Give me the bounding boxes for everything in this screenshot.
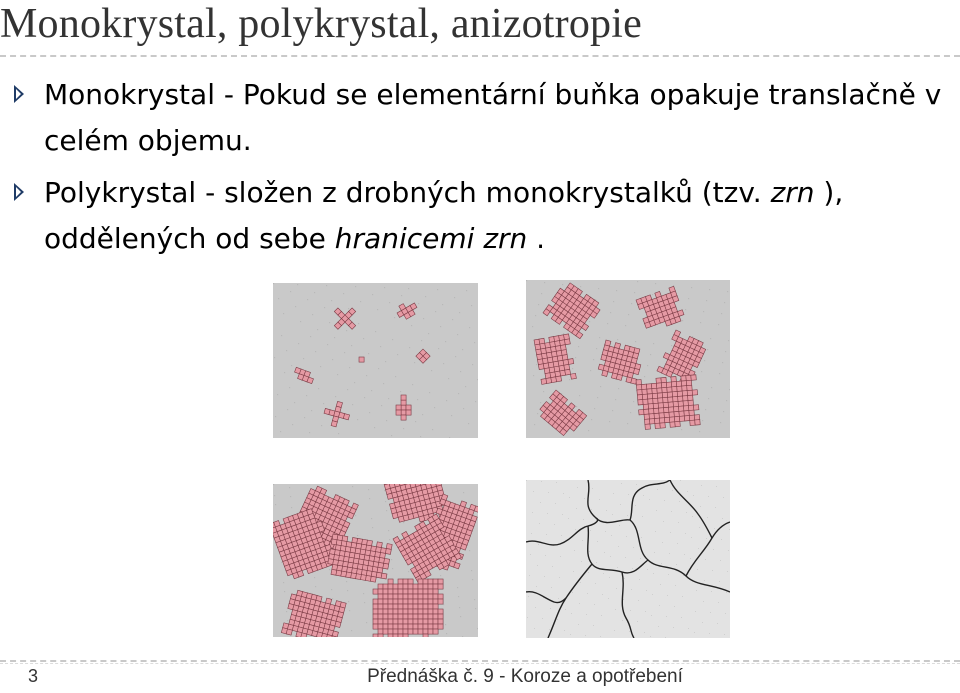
- bullet-lead: Monokrystal -: [44, 78, 243, 111]
- figure-grain-boundaries: [526, 480, 730, 638]
- bullet-rest: .: [527, 222, 546, 255]
- bullet-rest: ), oddělených od sebe: [44, 176, 844, 255]
- figure-nucleation: [273, 283, 478, 438]
- title-divider: [0, 55, 960, 57]
- bullet-rest: Pokud se elementární buňka opakuje translačně v celém objemu.: [44, 78, 942, 157]
- figure-impingement: [273, 484, 478, 637]
- crystal-grain: [373, 579, 443, 637]
- term-zrn: zrn: [770, 176, 815, 209]
- footer-divider: [0, 663, 960, 664]
- slide-title: Monokrystal, polykrystal, anizotropie: [0, 1, 642, 47]
- term-hranice-zrn: hranicemi zrn: [334, 222, 528, 255]
- bullet-monokrystal: [14, 72, 944, 168]
- bullet-rest: - složen z drobných monokrystalků (tzv.: [196, 176, 771, 209]
- triangle-right-icon: [14, 85, 24, 103]
- footer-divider: [0, 660, 960, 662]
- figure-growth: [526, 280, 730, 438]
- bullet-polykrystal: [14, 170, 944, 266]
- triangle-right-icon: [14, 183, 24, 201]
- page-number: 3: [28, 666, 39, 686]
- footer-text: Přednáška č. 9 - Koroze a opotřebení: [367, 666, 683, 687]
- bullet-text: [44, 72, 944, 164]
- crystal-grain: [359, 357, 364, 362]
- bullet-text: [44, 170, 944, 262]
- bullet-lead: Polykrystal: [44, 176, 197, 209]
